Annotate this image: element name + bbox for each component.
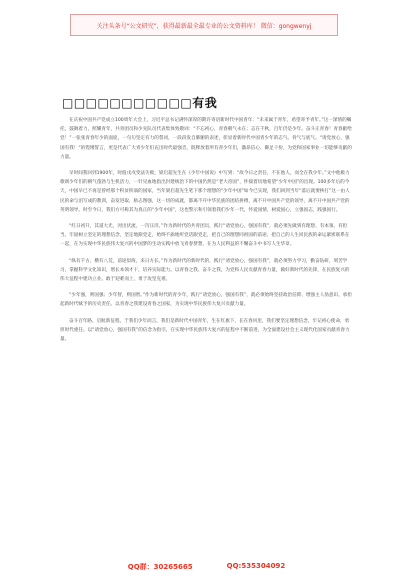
page-footer [60,562,353,572]
paragraph: “少年强，则国强；少年智，则国智。”作为新时代的青少年，践行“请党放心，强国有我”，就必须始终坚持政治信仰、增强主人翁意识、承担起新时代赋予的历史责任。以青春之我建设青春之国家，为实现中华民族伟大复兴贡献力量。 [60,293,352,308]
footer-qq-group: QQ群：30265665 [127,563,193,571]
top-banner [70,14,338,36]
paragraph: “纵有千古，横有八荒，前途似海，来日方长。”作为新时代的新时代的，践行“请党放心，强国有我”，就必须努力学习，勤奋钻研，刻苦学习，掌握科学文化知识，增长本领才干，培养实际能力。以青春之我、奋斗之我，为党和人民贡献青春力量，做好新时代的先锋，在民族复兴的伟大征程中建功立业。敢于迎难而上，勇于攻坚克难。 [60,258,350,283]
paragraph: 早时间我回到1900年，时值戊戌变法失败，梁启超先生在《少年中国说》中写到：“故今日之责任，不在他人，而全在我少年。”文中他极力歌颂少年们的朝气蓬勃与生机活力，一针见血地指出封建统治下的中国仍然是“老大帝国”，怀揣着切地希望“少年中国”的出现。100多年后的今天，中国早已不再是曾经那个积贫积弱的国家，当年梁启超先生笔下那个理想的“少年中国”如今已实现，我们回到当年“落后就要挨打”这一由人民的命与泪写成的教训，奋发进取、励志图强，这一切的成就，都离不开中华民族的团结拼搏，离不开中国共产党的领导，离不开中国共产党的英明领导。时至今日，我们方可称其为真正的“少年中国”，这也警示和引领着我们少年一代，怀爱国情，树爱国心，立强国志，践强国行。 [60,171,350,213]
footer-qq: QQ:535304092 [226,562,286,570]
paragraph: “红日初升，其道大光，河出伏流，一泻汪洋。”作为新时代的共青团员，践行“请党放心，强国有我”，就必须先做到有理想、有本领、有担当。牢固树立坚定的理想信念，坚定地跟党走，始终不渝地听党话跟党走，把自己的理想同祖国的前途、把自己的人生同民族的命运紧密联系在一起，在为实现中华民族伟大复兴的中国梦的生动实践中放飞青春梦想，在为人民利益的不懈奋斗中书写人生华章。 [60,224,350,248]
banner-text: 关注头条号“公文研究”，获得最新最全最专业的公文资料库！ 微信：gongwenyj [96,22,312,30]
paragraph: 在庆祝中国共产党成立100周年大会上，习近平总书记满怀深厚的期许寄语新时代中国青年：“未来属于青年，希望寄予青年。”这一深情的嘱托，鼓舞着力、照耀青年，共青团员和少先队员代表集体致敬词：“不忘初心，青春朝气永在；志在千秋，百年仍是少年。奋斗正青春！青春献给党！”一张张青春年少的面庞，一句句坚定有力的誓词，一段段发自肺腑的表述，彰显着新时代中国青少年的志气、骨气与底气。“请党放心，强国有我！”的铿锵誓言，更是代表广大青少年们充出时代最强音，既释放着所有青少年们，激昂信心、御足干扮，为党和国家事业一切能够贡献的力量。 [60,118,352,160]
article-body [60,116,353,351]
article-title: □□□□□□□□□□□有我 [62,96,218,110]
paragraph: 奋斗百年路、启航新征程，于我们少年而言，我们是新时代中国青年，生在红旗下、长在春风里，我们要坚定理想信念，牢记初心使命，勇担时代重任。以“请党放心，强国有我”的信念为指引，在实现中华民族伟大复兴的征程中不断前进，为全面建设社会主义现代化国家贡献青春力量。 [60,318,350,343]
